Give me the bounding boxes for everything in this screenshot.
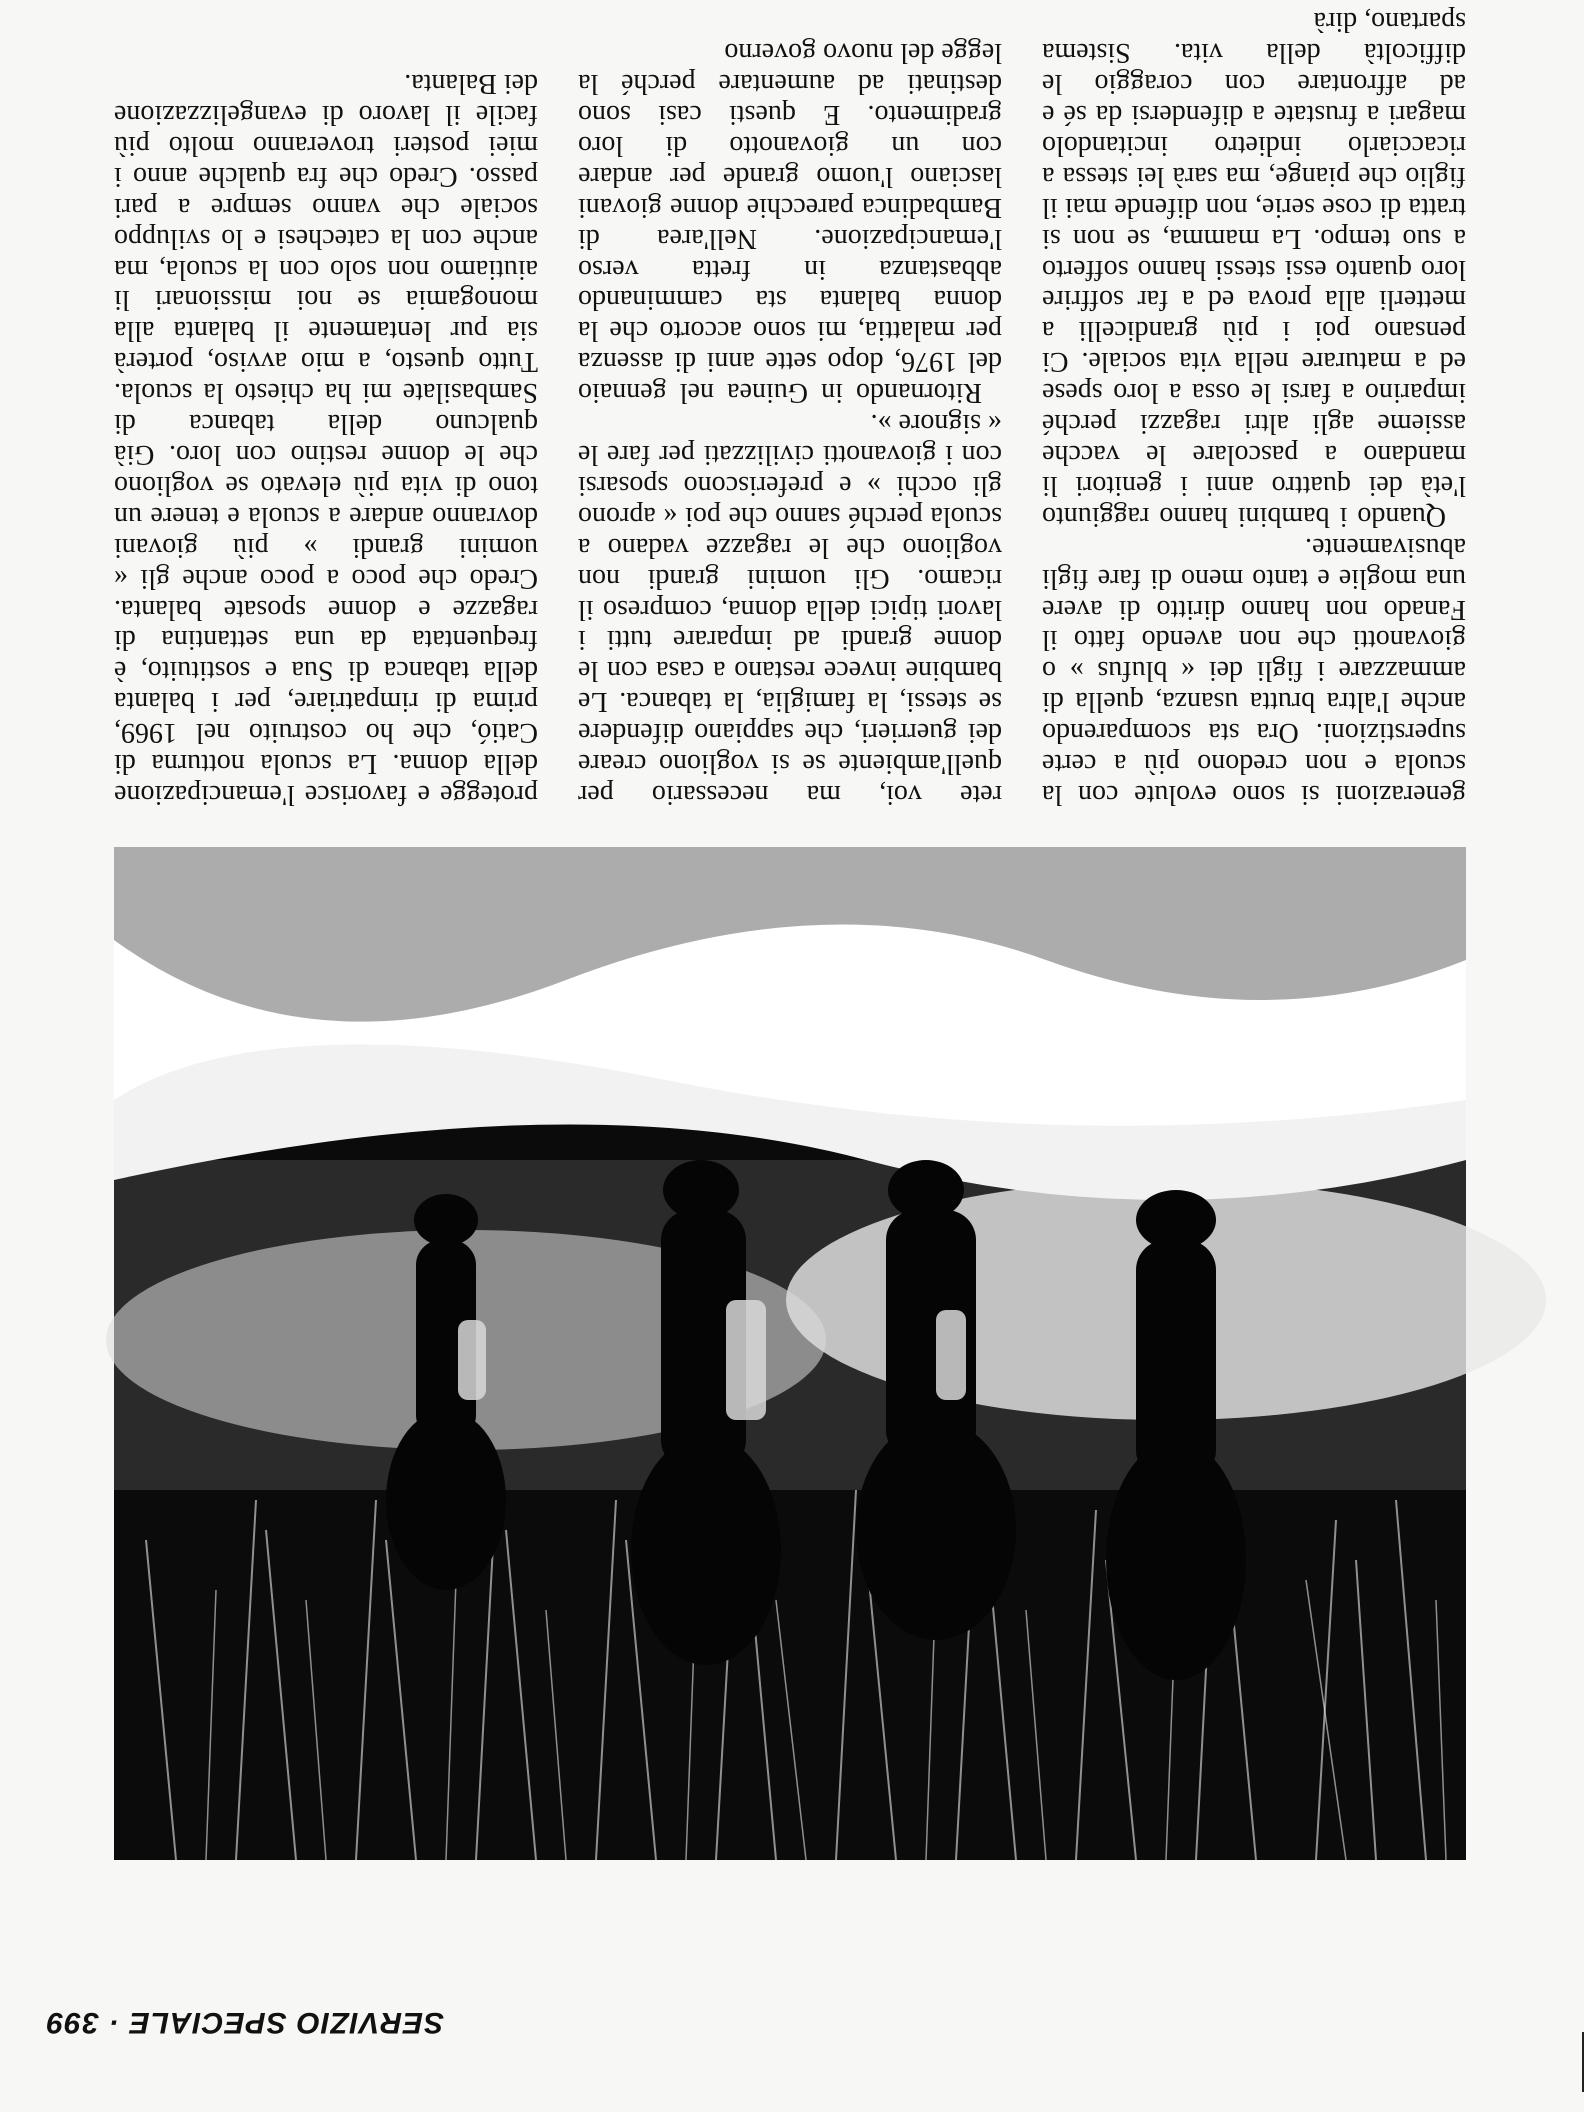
text-column-1	[1042, 6, 1466, 810]
photo-women-children-in-rice-field-icon	[114, 847, 1466, 1860]
paragraph: generazioni si sono evolute con la scuola e non credono più a certe superstizioni. Ora sta scomparendo anche l'altra brutta usanza, quella di ammazzare i figli dei « blufus » o giovanotti che non avendo fatto il Fanado non hanno diritto di avere una moglie e tanto meno di fare figli abusivamente.	[1042, 531, 1466, 810]
text-column-3	[114, 68, 538, 810]
article-body	[114, 6, 1466, 810]
running-head: SERVIZIO SPECIALE · 399	[45, 2006, 444, 2039]
paragraph: rete voi, ma necessario per quell'ambiente se si vogliono creare dei guerrieri, che sappiano difendere se stessi, la famiglia, la tabanca. Le bambine invece restano a casa con le donne grandi ad imparare tutti i lavori tipici della donna, compreso il ricamo. Gli uomini grandi non vogliono che le ragazze vadano a scuola perché sanno che poi « aprono gli occhi » e preferiscono sposarsi con i giovanotti civilizzati per fare le « signore ».	[578, 408, 1002, 810]
paragraph: protegge e favorisce l'emancipazione della donna. La scuola notturna di Catió, che ho costruito nel 1969, prima di rimpatriare, per i balanta della tabanca di Sua e sostituito, è frequentata da una settantina di ragazze e donne sposate balanta. Credo che poco a poco anche gli « uomini grandi » più giovani dovranno andare a scuola e tenere un tono di vita più elevato se vogliono che le donne restino con loro. Già qualcuno della tabanca di Sambasilate mi ha chiesto la scuola. Tutto questo, a mio avviso, porterà sia pur lentamente il balanta alla monogamia se noi missionari li aiutiamo non solo con la scuola, ma anche con la catechesi e lo sviluppo sociale che vanno sempre a pari passo. Credo che fra qualche anno i miei posteri troveranno molto più facile il lavoro di evangelizzazione dei Balanta.	[114, 68, 538, 810]
article-photo	[114, 847, 1466, 1860]
paragraph: Quando i bambini hanno raggiunto l'età dei quattro anni i genitori li mandano a pascolare le vacche assieme agli altri ragazzi perché imparino a farsi le ossa a loro spese ed a maturare nella vita sociale. Ci pensano poi i più grandicelli a metterli alla prova ed a far soffrire loro quanto essi stessi hanno sofferto a suo tempo. La mamma, se non si tratta di cose serie, non difende mai il figlio che piange, ma sarà lei stessa a ricacciarlo indietro incitandolo magari a frustate a difendersi da sé e ad affrontare con coraggio le difficoltà della vita. Sistema spartano, dirà	[1042, 6, 1466, 532]
text-column-2	[578, 37, 1002, 810]
paragraph: Ritornando in Guinea nel gennaio del 1976, dopo sette anni di assenza per malattia, mi sono accorto che la donna balanta sta camminando abbastanza in fretta verso l'emancipazione. Nell'area di Bambadinca parecchie donne giovani lasciano l'uomo grande per andare con un giovanotto di loro gradimento. E questi casi sono destinati ad aumentare perché la legge del nuovo governo	[578, 37, 1002, 409]
